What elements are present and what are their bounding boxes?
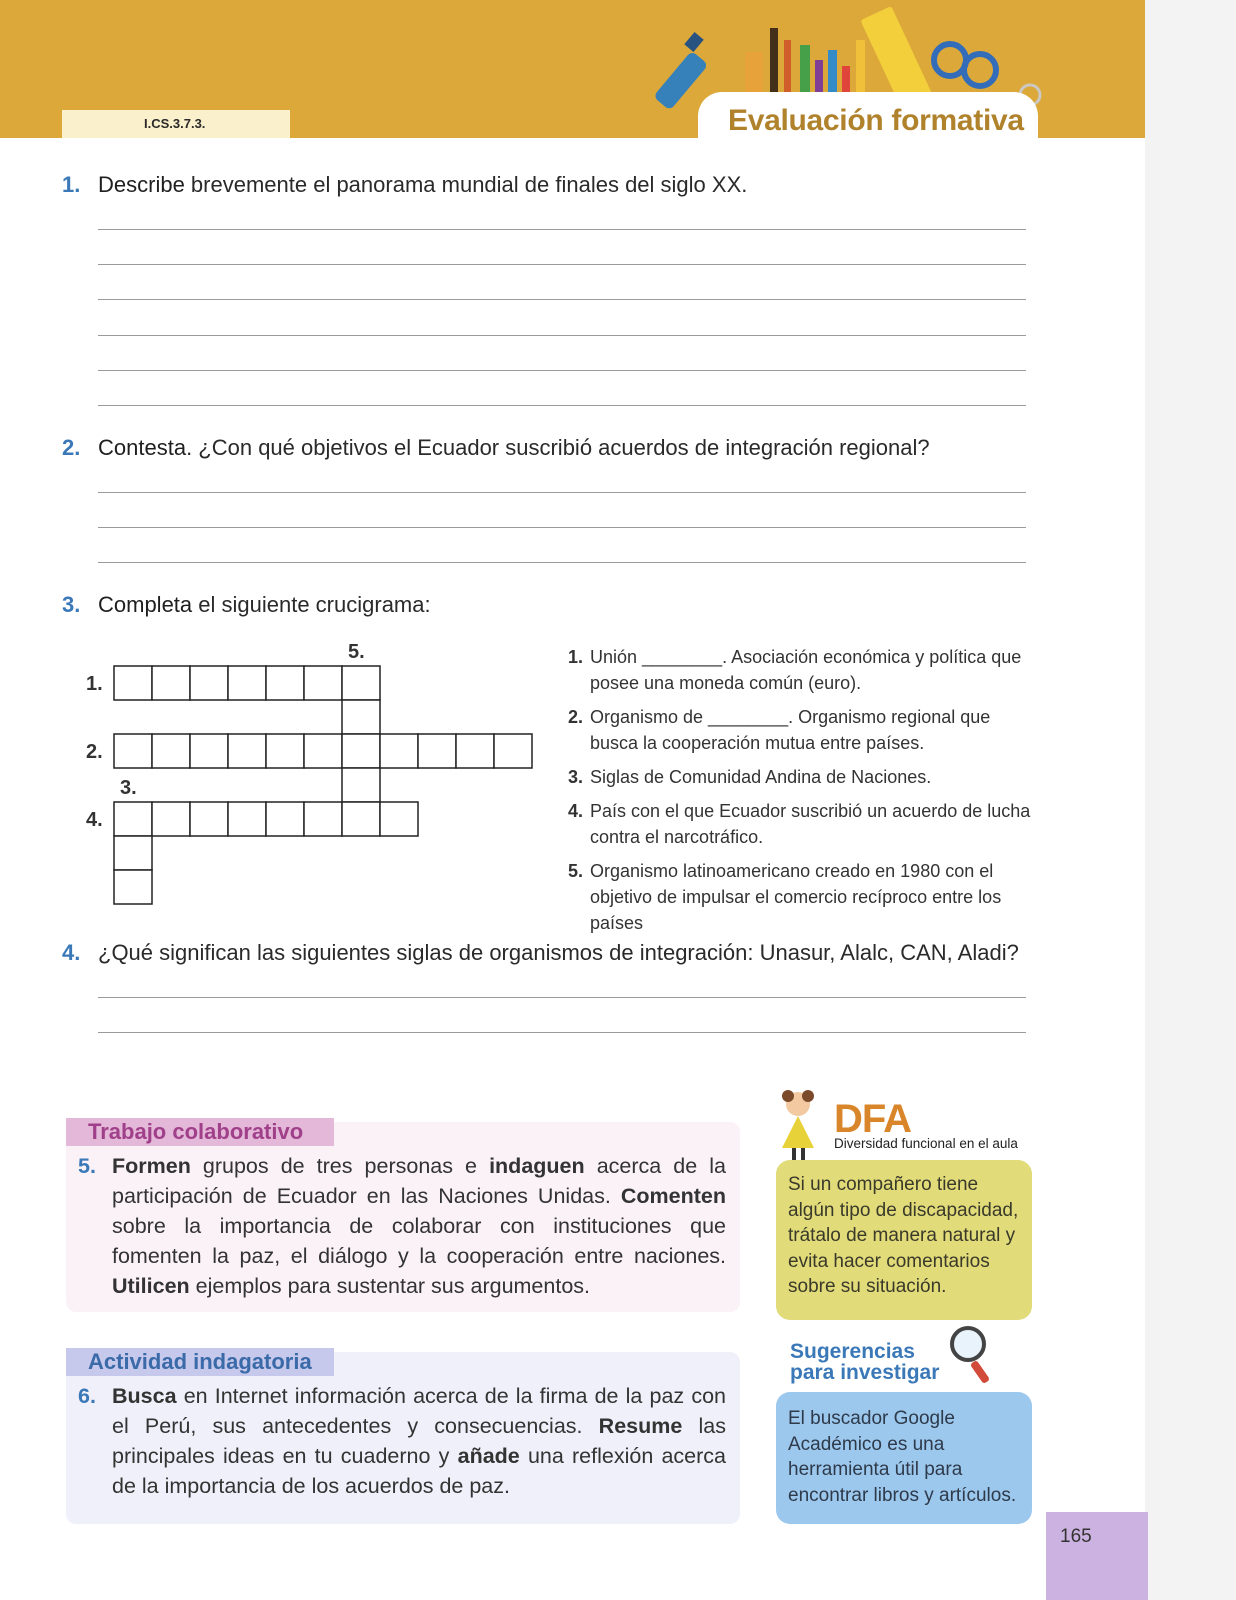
answer-line[interactable] (98, 335, 1026, 336)
question-verb: Describe (98, 172, 185, 197)
crossword-label: 5. (348, 641, 365, 663)
text: las principales ideas en tu cuaderno y (112, 1414, 726, 1468)
question-4 (62, 940, 1019, 966)
sugerencias-title-line: Sugerencias (790, 1340, 915, 1363)
answer-line[interactable] (98, 229, 1026, 230)
curriculum-code: I.CS.3.7.3. (62, 110, 290, 138)
verb: Comenten (620, 1184, 726, 1208)
answer-line[interactable] (98, 492, 1026, 493)
page-number: 165 (1046, 1512, 1148, 1600)
text: en Internet información acerca de la firma de la paz con el Perú, sus antecedentes y consecuencias. (112, 1384, 726, 1438)
actividad-title: Actividad indagatoria (66, 1348, 334, 1376)
clue-text: Organismo de ________. Organismo regional que busca la cooperación mutua entre países. (590, 707, 991, 753)
sugerencias-title-line: para investigar (790, 1361, 940, 1384)
question-number: 2. (62, 435, 81, 460)
verb: Formen (112, 1154, 191, 1178)
question-1 (62, 172, 747, 198)
clue-number: 4. (568, 801, 584, 821)
dfa-title: DFA (834, 1097, 911, 1141)
answer-line[interactable] (98, 1032, 1026, 1033)
text: una reflexión acerca de la importancia de los acuerdos de paz. (112, 1444, 727, 1498)
clue-item (568, 858, 1038, 936)
text: ejemplos para sustentar sus argumentos. (189, 1274, 590, 1298)
clue-text: Unión ________. Asociación económica y política que posee una moneda común (euro). (590, 647, 1022, 693)
verb: Utilicen (112, 1274, 190, 1298)
activity-number: 5. (78, 1154, 96, 1178)
clue-item (568, 764, 1038, 790)
text: grupos de tres personas e (190, 1154, 490, 1178)
question-text: ¿Qué significan las siguientes siglas de organismos de integración: Unasur, Alalc, CAN, Aladi? (98, 940, 1019, 965)
trabajo-text (78, 1151, 726, 1301)
clue-text: Organismo latinoamericano creado en 1980 con el objetivo de impulsar el comercio recíproco entre los países (590, 861, 1002, 933)
sugerencias-box: El buscador Google Académico es una herramienta útil para encontrar libros y artículos. (776, 1392, 1032, 1524)
crossword-label: 1. (86, 673, 103, 695)
clue-number: 3. (568, 767, 584, 787)
crossword-label: 4. (86, 809, 103, 831)
trabajo-title: Trabajo colaborativo (66, 1118, 334, 1146)
crossword-clues (568, 644, 1038, 944)
clue-item (568, 704, 1038, 756)
clue-text: Siglas de Comunidad Andina de Naciones. (590, 767, 932, 787)
magnifier-icon (946, 1324, 996, 1390)
verb: Resume (598, 1414, 683, 1438)
question-verb: Completa (98, 592, 193, 617)
verb: añade (457, 1444, 520, 1468)
dfa-subtitle: Diversidad funcional en el aula (834, 1136, 1018, 1151)
question-text: . ¿Con qué objetivos el Ecuador suscribió acuerdos de integración regional? (186, 435, 930, 460)
verb: Busca (112, 1384, 177, 1408)
page-title: Evaluación formativa (728, 104, 1024, 137)
question-verb: Contesta (98, 435, 187, 460)
answer-line[interactable] (98, 299, 1026, 300)
clue-number: 1. (568, 647, 584, 667)
clue-number: 5. (568, 861, 584, 881)
dfa-box: Si un compañero tiene algún tipo de discapacidad, trátalo de manera natural y evita hacer comentarios sobre su situación. (776, 1160, 1032, 1320)
question-number: 3. (62, 592, 81, 617)
clue-item (568, 644, 1038, 696)
actividad-text (78, 1381, 727, 1501)
crossword-label: 2. (86, 741, 103, 763)
question-text: el siguiente crucigrama: (192, 592, 431, 617)
question-number: 1. (62, 172, 81, 197)
answer-line[interactable] (98, 405, 1026, 406)
question-2 (62, 435, 930, 461)
girl-illustration (768, 1086, 832, 1162)
answer-line[interactable] (98, 370, 1026, 371)
clue-number: 2. (568, 707, 584, 727)
question-number: 4. (62, 940, 81, 965)
verb: indaguen (489, 1154, 585, 1178)
clue-item (568, 798, 1038, 850)
activity-number: 6. (78, 1384, 96, 1408)
answer-line[interactable] (98, 527, 1026, 528)
answer-line[interactable] (98, 264, 1026, 265)
sugerencias-title (790, 1341, 939, 1383)
text: acerca de la participación de Ecuador en las Naciones Unidas. (112, 1154, 726, 1208)
answer-line[interactable] (98, 997, 1026, 998)
question-3 (62, 592, 431, 618)
answer-line[interactable] (98, 562, 1026, 563)
crossword-grid[interactable] (84, 638, 554, 928)
text: sobre la importancia de colaborar con instituciones que fomenten la paz, el diálogo y la cooperación entre naciones. (112, 1214, 726, 1268)
clue-text: País con el que Ecuador suscribió un acuerdo de lucha contra el narcotráfico. (590, 801, 1031, 847)
question-text: brevemente el panorama mundial de finales del siglo XX. (184, 172, 748, 197)
crossword-label: 3. (120, 777, 137, 799)
page-margin (1145, 0, 1236, 1600)
